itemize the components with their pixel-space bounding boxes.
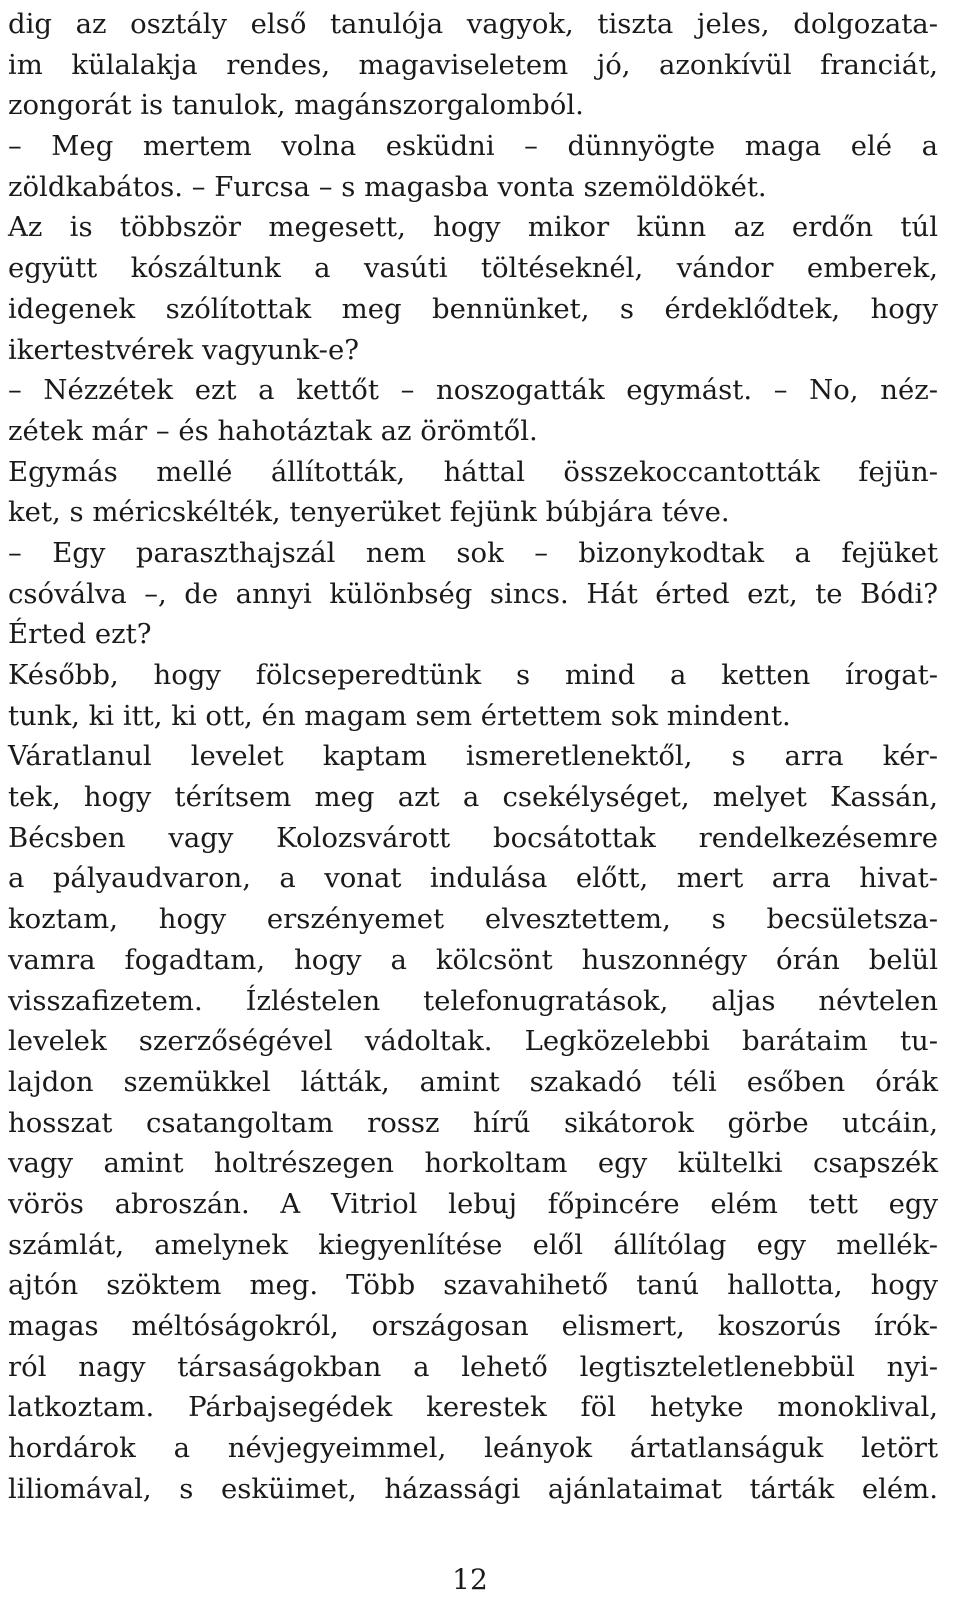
text-line: levelek szerzőségével vádoltak. Legközelebbi barátaim tu-: [8, 1025, 938, 1058]
text-line: vörös abroszán. A Vitriol lebuj főpincére elém tett egy: [8, 1187, 938, 1220]
page-number: 12: [452, 1563, 488, 1596]
text-line: számlát, amelynek kiegyenlítése elől állítólag egy mellék-: [8, 1228, 938, 1261]
text-line: tek, hogy térítsem meg azt a csekélységet, melyet Kassán,: [8, 781, 938, 814]
text-line: Érted ezt?: [8, 618, 152, 651]
text-line: hosszat csatangoltam rossz hírű sikátorok görbe utcáin,: [8, 1106, 938, 1139]
text-line: – Meg mertem volna esküdni – dünnyögte maga elé a: [8, 130, 938, 163]
text-line: csóválva –, de annyi különbség sincs. Hát érted ezt, te Bódi?: [8, 577, 938, 610]
text-line: latkoztam. Párbajsegédek kerestek föl hetyke monoklival,: [8, 1391, 938, 1424]
text-line: Később, hogy fölcseperedtünk s mind a ketten írogat-: [8, 659, 938, 691]
page-body: [8, 4, 938, 1509]
text-line: vamra fogadtam, hogy a kölcsönt huszonnégy órán belül: [8, 943, 938, 976]
text-line: Bécsben vagy Kolozsvárott bocsátottak rendelkezésemre: [8, 821, 938, 854]
text-lines: [8, 4, 938, 1509]
text-line: zétek már – és hahotáztak az örömtől.: [8, 414, 538, 447]
text-line: ajtón szöktem meg. Több szavahihető tanú hallotta, hogy: [8, 1269, 938, 1302]
text-line: vagy amint holtrészegen horkoltam egy kültelki csapszék: [8, 1147, 938, 1180]
text-line: hordárok a névjegyeimmel, leányok ártatlanságuk letört: [8, 1432, 938, 1465]
text-line: Az is többször megesett, hogy mikor künn az erdőn túl: [8, 211, 938, 244]
text-line: – Egy paraszthajszál nem sok – bizonykodtak a fejüket: [8, 536, 938, 569]
text-line: visszafizetem. Ízléstelen telefonugratások, aljas névtelen: [8, 984, 938, 1017]
text-line: ról nagy társaságokban a lehető legtiszteletlenebbül nyi-: [8, 1350, 938, 1383]
text-line: Váratlanul levelet kaptam ismeretlenektől, s arra kér-: [8, 740, 938, 773]
text-line: liliomával, s esküimet, házassági ajánlataimat tárták elém.: [8, 1472, 938, 1505]
text-line: együtt kószáltunk a vasúti töltéseknél, vándor emberek,: [8, 252, 938, 285]
text-line: magas méltóságokról, országosan elismert, koszorús írók-: [8, 1310, 938, 1342]
text-line: zongorát is tanulok, magánszorgalomból.: [8, 89, 584, 122]
text-line: koztam, hogy erszényemet elvesztettem, s becsületsza-: [8, 903, 938, 936]
text-line: im külalakja rendes, magaviseletem jó, azonkívül franciát,: [8, 48, 938, 81]
text-line: lajdon szemükkel látták, amint szakadó téli esőben órák: [8, 1065, 938, 1098]
text-line: a pályaudvaron, a vonat indulása előtt, mert arra hivat-: [8, 862, 938, 895]
text-line: – Nézzétek ezt a kettőt – noszogatták egymást. – No, néz-: [8, 374, 938, 407]
text-line: tunk, ki itt, ki ott, én magam sem értettem sok mindent.: [8, 699, 791, 732]
text-line: ket, s méricskélték, tenyerüket fejünk búbjára téve.: [8, 496, 730, 529]
text-line: zöldkabátos. – Furcsa – s magasba vonta szemöldökét.: [8, 170, 767, 203]
text-line: Egymás mellé állították, háttal összekoccantották fejün-: [8, 455, 938, 488]
text-line: dig az osztály első tanulója vagyok, tiszta jeles, dolgozata-: [8, 8, 938, 40]
text-line: ikertestvérek vagyunk-e?: [8, 333, 359, 366]
text-line: idegenek szólítottak meg bennünket, s érdeklődtek, hogy: [8, 292, 938, 325]
